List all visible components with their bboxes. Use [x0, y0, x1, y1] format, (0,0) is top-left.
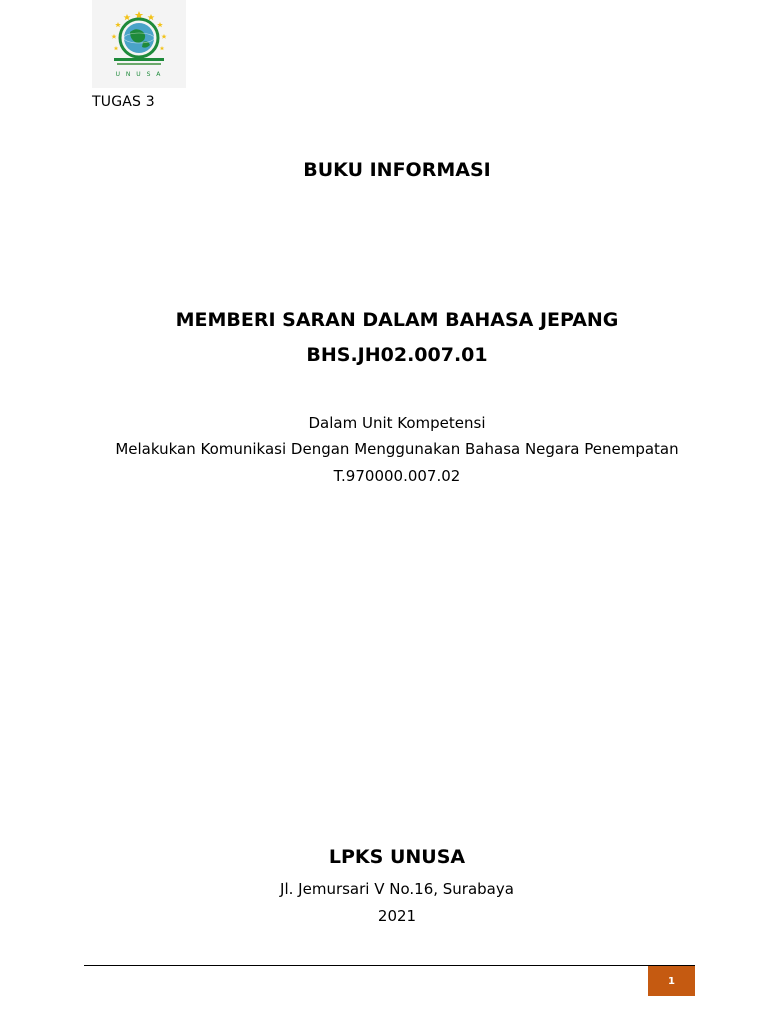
publisher-address: Jl. Jemursari V No.16, Surabaya: [280, 880, 514, 898]
unit-name: Melakukan Komunikasi Dengan Menggunakan Bahasa Negara Penempatan: [115, 440, 679, 458]
unusa-logo: [92, 0, 186, 88]
publication-year: 2021: [377, 907, 417, 925]
publisher-name: LPKS UNUSA: [328, 846, 466, 868]
unit-intro: Dalam Unit Kompetensi: [308, 414, 486, 432]
page-number-badge: [648, 966, 695, 996]
document-title: BUKU INFORMASI: [303, 159, 491, 181]
unit-code: T.970000.007.02: [333, 467, 461, 485]
logo-wordmark: U N U S A: [115, 71, 163, 78]
module-code: BHS.JH02.007.01: [306, 344, 488, 366]
page-number: 1: [668, 975, 675, 987]
footer-divider: [84, 965, 695, 966]
module-title: MEMBERI SARAN DALAM BAHASA JEPANG: [175, 309, 619, 331]
assignment-label: TUGAS 3: [92, 94, 155, 110]
logo-emblem-icon: [92, 0, 186, 88]
